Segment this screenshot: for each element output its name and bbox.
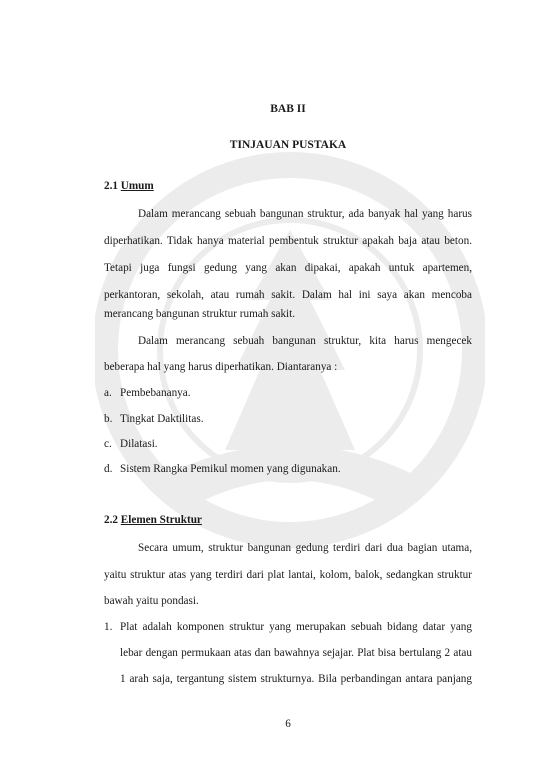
list-item bbox=[104, 412, 472, 426]
section-number: 2.1 bbox=[104, 180, 118, 192]
paragraph-line: Secara umum, struktur bangunan gedung terdiri dari dua bagian utama, bbox=[138, 542, 472, 554]
list-marker: c. bbox=[104, 438, 112, 450]
list-item bbox=[104, 386, 472, 400]
paragraph-line: beberapa hal yang harus diperhatikan. Diantaranya : bbox=[104, 361, 338, 373]
chapter-number: BAB II bbox=[270, 103, 306, 115]
section-heading-elemen-struktur bbox=[104, 514, 202, 526]
numbered-item-line: 1 arah saja, tergantung sistem strukturnya. Bila perbandingan antara panjang bbox=[120, 673, 472, 685]
numbered-marker: 1. bbox=[104, 621, 113, 633]
list-marker: d. bbox=[104, 463, 113, 475]
list-item-text: Sistem Rangka Pemikul momen yang digunakan. bbox=[120, 463, 341, 475]
paragraph-line: perkantoran, sekolah, atau rumah sakit. Dalam hal ini saya akan mencoba bbox=[104, 289, 472, 301]
numbered-item-line: lebar dengan permukaan atas dan bawahnya sejajar. Plat bisa bertulang 2 atau bbox=[120, 647, 472, 659]
list-marker: b. bbox=[104, 413, 113, 425]
list-marker: a. bbox=[104, 387, 112, 399]
list-item-text: Tingkat Daktilitas. bbox=[120, 413, 204, 425]
paragraph-line: diperhatikan. Tidak hanya material pembentuk struktur apakah baja atau beton. bbox=[104, 235, 472, 247]
page-number: 6 bbox=[285, 718, 291, 730]
numbered-item-line bbox=[104, 620, 472, 634]
paragraph-line: bawah yaitu pondasi. bbox=[104, 595, 199, 607]
section-title: Elemen Struktur bbox=[120, 514, 202, 526]
list-item-text: Dilatasi. bbox=[120, 438, 158, 450]
list-item bbox=[104, 462, 472, 476]
paragraph-line: Tetapi juga fungsi gedung yang akan dipakai, apakah untuk apartemen, bbox=[104, 262, 472, 274]
list-item bbox=[104, 437, 472, 451]
section-title: Umum bbox=[120, 180, 154, 192]
chapter-title: TINJAUAN PUSTAKA bbox=[229, 139, 347, 151]
section-number: 2.2 bbox=[104, 514, 118, 526]
numbered-item-text: Plat adalah komponen struktur yang merupakan sebuah bidang datar yang bbox=[120, 621, 472, 633]
section-heading-umum bbox=[104, 180, 154, 192]
paragraph-line: Dalam merancang sebuah bangunan struktur, ada banyak hal yang harus bbox=[138, 208, 472, 220]
list-item-text: Pembebananya. bbox=[120, 387, 191, 399]
paragraph-line: merancang bangunan struktur rumah sakit. bbox=[104, 308, 296, 320]
paragraph-line: Dalam merancang sebuah bangunan struktur, kita harus mengecek bbox=[138, 335, 472, 347]
paragraph-line: yaitu struktur atas yang terdiri dari plat lantai, kolom, balok, sedangkan struktur bbox=[104, 569, 472, 581]
